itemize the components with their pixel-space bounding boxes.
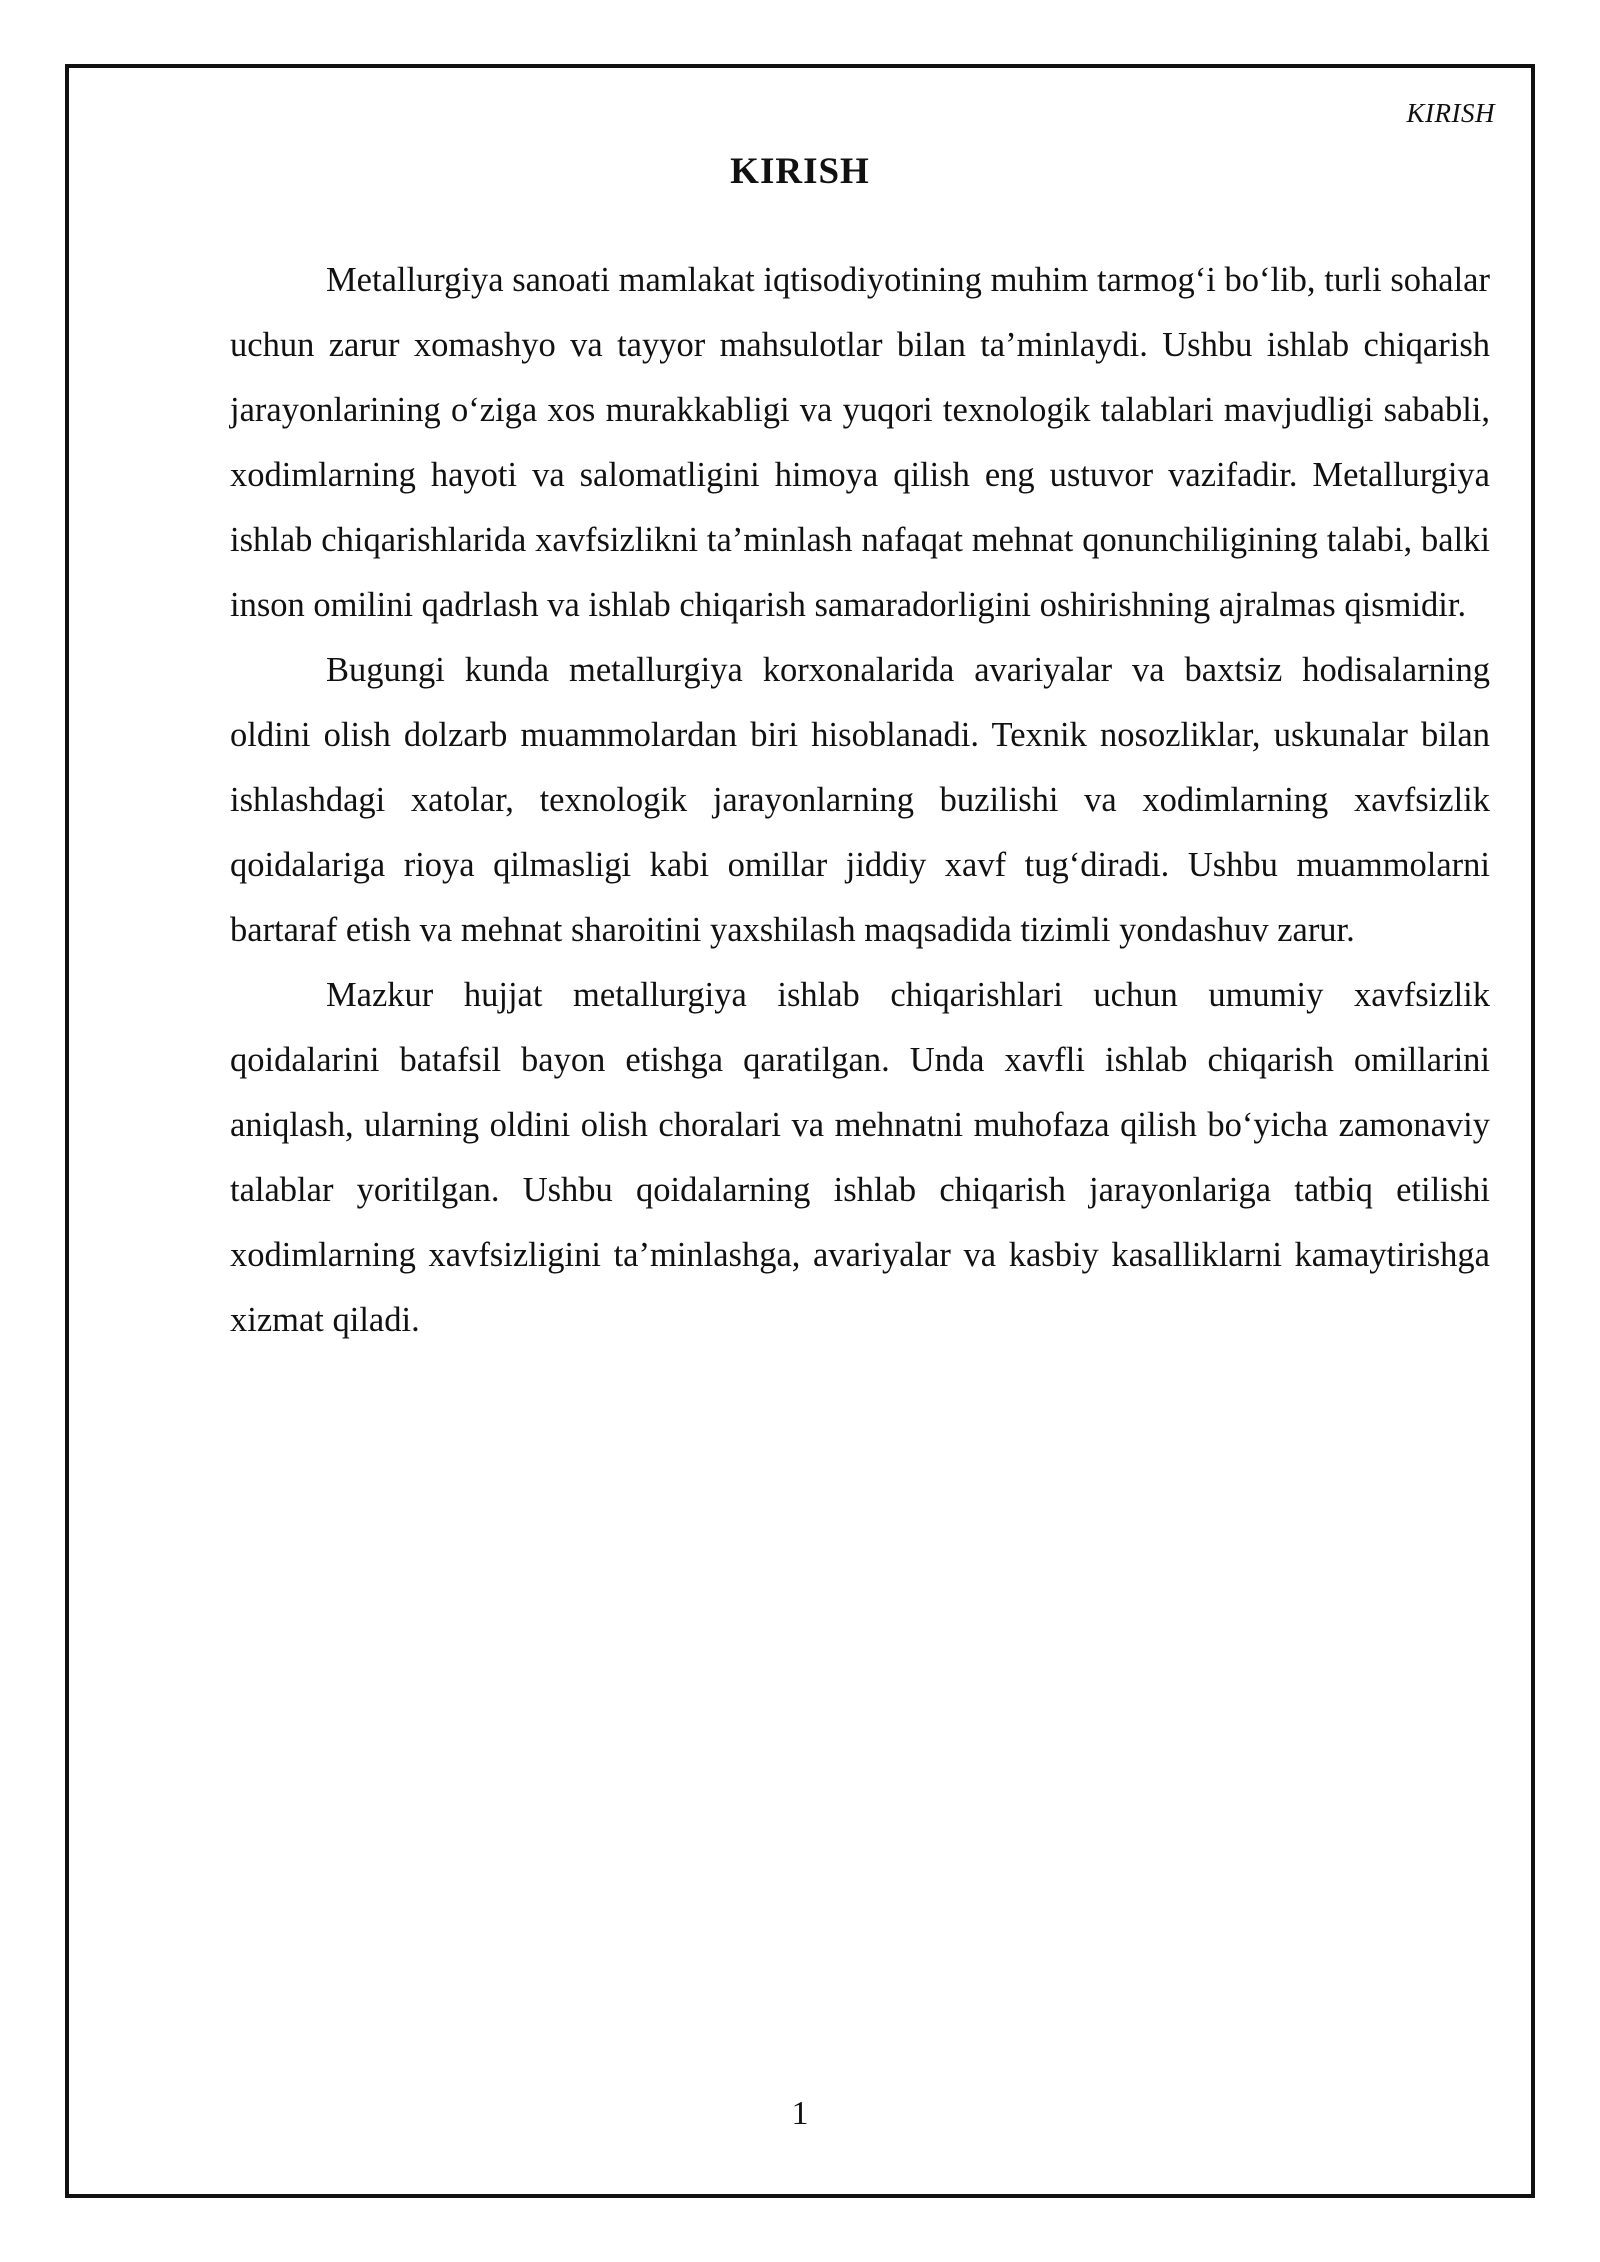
page-number: 1 — [791, 2095, 809, 2132]
running-header: KIRISH — [1406, 98, 1495, 128]
document-body — [230, 248, 1490, 1353]
page-title: KIRISH — [730, 151, 870, 192]
paragraph-2: Bugungi kunda metallurgiya korxonalarida avariyalar va baxtsiz hodisalarning oldini olish dolzarb muammolardan biri hisoblanadi. Texnik nosozliklar, uskunalar bilan ishlashdagi xatolar, texnologik jarayonlarning buzilishi va xodimlarning xavfsizlik qoidalariga rioya qilmasligi kabi omillar jiddiy xavf tug‘diradi. Ushbu muammolarni bartaraf etish va mehnat sharoitini yaxshilash maqsadida tizimli yondashuv zarur. — [230, 651, 1490, 949]
paragraph-3: Mazkur hujjat metallurgiya ishlab chiqarishlari uchun umumiy xavfsizlik qoidalarini batafsil bayon etishga qaratilgan. Unda xavfli ishlab chiqarish omillarini aniqlash, ularning oldini olish choralari va mehnatni muhofaza qilish bo‘yicha zamonaviy talablar yoritilgan. Ushbu qoidalarning ishlab chiqarish jarayonlariga tatbiq etilishi xodimlarning xavfsizligini ta’minlashga, avariyalar va kasbiy kasalliklarni kamaytirishga xizmat qiladi. — [230, 976, 1490, 1339]
paragraph-1: Metallurgiya sanoati mamlakat iqtisodiyotining muhim tarmog‘i bo‘lib, turli sohalar uchun zarur xomashyo va tayyor mahsulotlar bilan ta’minlaydi. Ushbu ishlab chiqarish jarayonlarining o‘ziga xos murakkabligi va yuqori texnologik talablari mavjudligi sababli, xodimlarning hayoti va salomatligini himoya qilish eng ustuvor vazifadir. Metallurgiya ishlab chiqarishlarida xavfsizlikni ta’minlash nafaqat mehnat qonunchiligining talabi, balki inson omilini qadrlash va ishlab chiqarish samaradorligini oshirishning ajralmas qismidir. — [230, 261, 1490, 624]
